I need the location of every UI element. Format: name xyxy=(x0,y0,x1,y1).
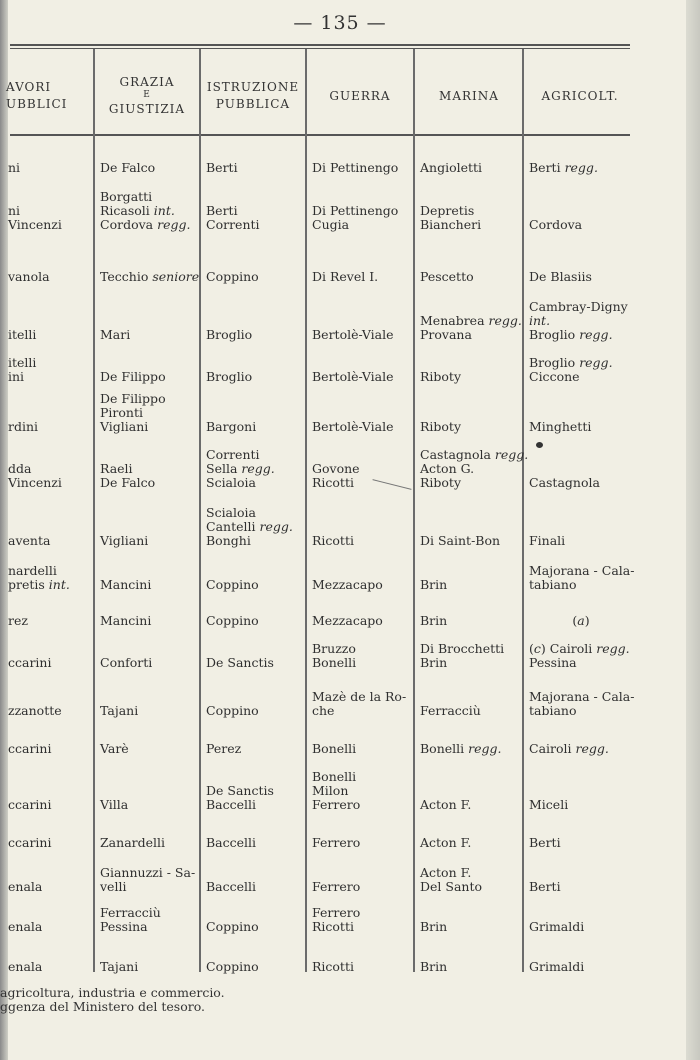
cell-line: itelli xyxy=(8,355,37,370)
cell-line: Coppino xyxy=(206,959,259,974)
cell-line: Bruzzo xyxy=(312,641,356,656)
cell-line: Ricotti xyxy=(312,475,354,490)
cell-line: Ricotti xyxy=(312,959,354,974)
footnote-line: agricoltura, industria e commercio. xyxy=(0,985,225,1000)
cell-line: Ricotti xyxy=(312,919,354,934)
cell-line: Berti xyxy=(529,879,561,894)
cell-istruzione xyxy=(206,656,302,670)
cell-line: Bertolè-Viale xyxy=(312,419,394,434)
cell-line: Finali xyxy=(529,533,566,548)
cell-lavori xyxy=(8,880,90,894)
cell-line: Brin xyxy=(420,655,448,670)
cell-line: Brin xyxy=(420,959,448,974)
cell-line: Tajani xyxy=(100,959,139,974)
cell-line: ini xyxy=(8,369,25,384)
cell-agricolt xyxy=(529,742,633,756)
cell-line: De Blasiis xyxy=(529,269,592,284)
cell-line: Berti regg. xyxy=(529,160,598,175)
cell-line: Di Brocchetti xyxy=(420,641,505,656)
cell-istruzione xyxy=(206,270,302,284)
cell-line: (c) Cairoli regg. xyxy=(529,641,630,656)
cell-line: Broglio regg. xyxy=(529,355,613,370)
cell-line: ni xyxy=(8,203,21,218)
cell-agricolt xyxy=(529,960,633,974)
cell-line: dda xyxy=(8,461,32,476)
cell-line: Acton G. xyxy=(420,461,475,476)
cell-line: Bonelli xyxy=(312,655,357,670)
cell-agricolt xyxy=(529,642,633,670)
cell-guerra xyxy=(312,770,410,812)
cell-line: Bargoni xyxy=(206,419,257,434)
cell-line: Di Saint-Bon xyxy=(420,533,501,548)
footnote-line: ggenza del Ministero del tesoro. xyxy=(0,999,205,1014)
cell-istruzione xyxy=(206,742,302,756)
cell-line: Cugia xyxy=(312,217,350,232)
cell-line: Mancini xyxy=(100,613,152,628)
cell-guerra xyxy=(312,420,410,434)
cell-guerra xyxy=(312,642,410,670)
cell-line: Ciccone xyxy=(529,369,580,384)
cell-line: Broglio xyxy=(206,369,253,384)
cell-line: Bonelli xyxy=(312,769,357,784)
cell-istruzione xyxy=(206,328,302,342)
cell-lavori xyxy=(8,420,90,434)
cell-line: Villa xyxy=(100,797,129,812)
cell-agricolt xyxy=(529,920,633,934)
cell-line: Baccelli xyxy=(206,797,257,812)
cell-line: Coppino xyxy=(206,919,259,934)
cell-line: Raeli xyxy=(100,461,133,476)
cell-grazia xyxy=(100,190,196,232)
cell-line: Acton F. xyxy=(420,865,472,880)
cell-line: tabiano xyxy=(529,703,577,718)
cell-line: Ferrero xyxy=(312,835,361,850)
column-header-istruzione xyxy=(202,64,304,128)
cell-grazia xyxy=(100,656,196,670)
cell-istruzione xyxy=(206,448,302,490)
cell-agricolt xyxy=(529,798,633,812)
cell-line: Giannuzzi - Sa- xyxy=(100,865,196,880)
column-header-line: AGRICOLT. xyxy=(541,88,619,103)
cell-line: Majorana - Cala- xyxy=(529,689,635,704)
cell-line: Mezzacapo xyxy=(312,577,383,592)
cell-marina xyxy=(420,614,520,628)
cell-marina xyxy=(420,534,520,548)
cell-agricolt xyxy=(529,270,633,284)
cell-agricolt xyxy=(529,420,633,434)
cell-lavori xyxy=(8,836,90,850)
cell-line: Castagnola xyxy=(529,475,600,490)
cell-marina xyxy=(420,866,520,894)
cell-grazia xyxy=(100,960,196,974)
cell-line: Riboty xyxy=(420,419,462,434)
cell-line: zzanotte xyxy=(8,703,62,718)
cell-line: Mezzacapo xyxy=(312,613,383,628)
cell-line: Coppino xyxy=(206,577,259,592)
cell-grazia xyxy=(100,798,196,812)
cell-line: nardelli xyxy=(8,563,57,578)
cell-line: Acton F. xyxy=(420,797,472,812)
cell-grazia xyxy=(100,906,196,934)
cell-line: Menabrea regg. xyxy=(420,313,522,328)
cell-line: Correnti xyxy=(206,217,260,232)
cell-line: Del Santo xyxy=(420,879,483,894)
cell-line: Coppino xyxy=(206,703,259,718)
cell-line: Tajani xyxy=(100,703,139,718)
cell-guerra xyxy=(312,578,410,592)
cell-line: Pessina xyxy=(529,655,577,670)
cell-line: itelli xyxy=(8,327,37,342)
cell-line: Acton F. xyxy=(420,835,472,850)
cell-line: Coppino xyxy=(206,269,259,284)
cell-line: Di Pettinengo xyxy=(312,160,399,175)
cell-marina xyxy=(420,204,520,232)
cell-agricolt xyxy=(529,356,633,384)
column-header-agricolt xyxy=(525,64,635,128)
cell-line: Bonelli regg. xyxy=(420,741,502,756)
cell-line: Mancini xyxy=(100,577,152,592)
cell-istruzione xyxy=(206,204,302,232)
column-header-grazia xyxy=(96,64,198,128)
cell-line: Ricasoli int. xyxy=(100,203,175,218)
cell-marina xyxy=(420,642,520,670)
cell-line: Brin xyxy=(420,919,448,934)
column-divider xyxy=(93,49,95,972)
cell-line: Vincenzi xyxy=(8,475,62,490)
cell-line: De Sanctis xyxy=(206,655,274,670)
cell-line: ccarini xyxy=(8,741,52,756)
cell-line: ccarini xyxy=(8,797,52,812)
cell-line: Berti xyxy=(206,203,238,218)
cell-grazia xyxy=(100,269,200,284)
cell-marina xyxy=(420,798,520,812)
cell-line: rez xyxy=(8,613,28,628)
cell-agricolt xyxy=(529,880,633,894)
cell-line: Conforti xyxy=(100,655,153,670)
cell-line: Minghetti xyxy=(529,419,592,434)
cell-lavori xyxy=(8,704,90,718)
cell-line: Baccelli xyxy=(206,835,257,850)
cell-line: Grimaldi xyxy=(529,959,585,974)
cell-line: Provana xyxy=(420,327,472,342)
cell-grazia xyxy=(100,534,196,548)
cell-line: ccarini xyxy=(8,835,52,850)
top-double-rule-thin xyxy=(10,48,630,49)
column-header-line: AVORI xyxy=(6,80,52,95)
cell-lavori xyxy=(8,656,90,670)
cell-line: Miceli xyxy=(529,797,569,812)
cell-marina xyxy=(420,704,520,718)
cell-line: enala xyxy=(8,959,43,974)
cell-agricolt xyxy=(529,836,633,850)
column-header-lavori xyxy=(2,64,90,128)
cell-agricolt xyxy=(529,476,633,490)
cell-line: Bertolè-Viale xyxy=(312,369,394,384)
cell-grazia xyxy=(100,866,196,894)
cell-line: Varè xyxy=(100,741,129,756)
column-header-line: GUERRA xyxy=(329,88,391,103)
cell-line: Majorana - Cala- xyxy=(529,563,635,578)
cell-istruzione xyxy=(206,420,302,434)
footnotes xyxy=(0,986,225,1014)
cell-lavori xyxy=(8,462,90,490)
cell-line: Cantelli regg. xyxy=(206,519,293,534)
cell-istruzione xyxy=(206,704,302,718)
cell-marina xyxy=(420,920,520,934)
cell-line: Cordova regg. xyxy=(100,217,191,232)
cell-guerra xyxy=(312,742,410,756)
cell-line: Scialoia xyxy=(206,475,256,490)
cell-grazia xyxy=(100,742,196,756)
cell-marina xyxy=(420,960,520,974)
cell-line: Sella regg. xyxy=(206,461,275,476)
cell-istruzione xyxy=(206,836,302,850)
cell-guerra xyxy=(312,836,410,850)
cell-guerra xyxy=(312,270,410,284)
cell-guerra xyxy=(312,204,410,232)
cell-lavori xyxy=(8,742,90,756)
cell-line: Correnti xyxy=(206,447,260,462)
cell-istruzione xyxy=(206,784,302,812)
cell-line: Vigliani xyxy=(100,533,149,548)
cell-line: ccarini xyxy=(8,655,52,670)
cell-line: Ferrero xyxy=(312,905,361,920)
column-divider xyxy=(522,49,524,972)
cell-line: Pescetto xyxy=(420,269,474,284)
cell-grazia xyxy=(100,370,196,384)
cell-grazia xyxy=(100,328,196,342)
cell-line: vanola xyxy=(8,269,50,284)
page-edge xyxy=(686,0,700,1060)
cell-line: Di Pettinengo xyxy=(312,203,399,218)
header-rule xyxy=(10,134,630,136)
cell-line: De Filippo xyxy=(100,369,166,384)
column-header-line: ISTRUZIONE xyxy=(206,80,300,95)
cell-line: int. xyxy=(529,313,551,328)
ink-blot xyxy=(536,442,543,448)
cell-line: Baccelli xyxy=(206,879,257,894)
cell-guerra xyxy=(312,690,410,718)
cell-line: Perez xyxy=(206,741,242,756)
cell-istruzione xyxy=(206,960,302,974)
cell-marina xyxy=(420,314,520,342)
cell-lavori xyxy=(8,564,90,592)
cell-agricolt xyxy=(529,534,633,548)
cell-line: Bonelli xyxy=(312,741,357,756)
column-header-line: PUBBLICA xyxy=(215,97,291,111)
cell-agricolt xyxy=(529,300,633,342)
cell-line: Scialoia xyxy=(206,505,256,520)
cell-istruzione xyxy=(206,506,302,548)
cell-istruzione xyxy=(206,920,302,934)
cell-line: Berti xyxy=(206,160,238,175)
column-header-line: E xyxy=(143,90,151,101)
cell-line: Tecchio seniore xyxy=(100,269,200,284)
cell-guerra xyxy=(312,906,410,934)
cell-istruzione xyxy=(206,370,302,384)
cell-lavori xyxy=(8,270,90,284)
cell-grazia xyxy=(100,836,196,850)
cell-agricolt xyxy=(529,564,633,592)
cell-lavori xyxy=(8,161,90,175)
cell-line: (a) xyxy=(572,613,590,628)
cell-line: Angioletti xyxy=(420,160,483,175)
cell-lavori xyxy=(8,356,90,384)
cell-line: ni xyxy=(8,160,21,175)
cell-guerra xyxy=(312,328,410,342)
cell-line: Ferrero xyxy=(312,879,361,894)
cell-line: Coppino xyxy=(206,613,259,628)
cell-line: Milon xyxy=(312,783,349,798)
column-divider xyxy=(199,49,201,972)
column-header-line: UBBLICI xyxy=(6,97,68,111)
cell-marina xyxy=(420,836,520,850)
cell-agricolt xyxy=(529,218,633,232)
cell-guerra xyxy=(312,960,410,974)
cell-line: Vigliani xyxy=(100,419,149,434)
cell-line: Castagnola regg. xyxy=(420,447,529,462)
cell-istruzione xyxy=(206,578,302,592)
cell-line: enala xyxy=(8,879,43,894)
cell-line: Pironti xyxy=(100,405,143,420)
cell-line: Berti xyxy=(529,835,561,850)
column-header-guerra xyxy=(308,64,412,128)
cell-guerra xyxy=(312,370,410,384)
cell-marina xyxy=(420,578,520,592)
cell-line: De Filippo xyxy=(100,391,166,406)
cell-guerra xyxy=(312,534,410,548)
cell-line: Bonghi xyxy=(206,533,251,548)
cell-istruzione xyxy=(206,880,302,894)
cell-line: Ferrero xyxy=(312,797,361,812)
cell-line: Govone xyxy=(312,461,360,476)
cell-line: Ricotti xyxy=(312,533,354,548)
cell-line: aventa xyxy=(8,533,51,548)
column-header-marina xyxy=(416,64,522,128)
cell-line: Broglio xyxy=(206,327,253,342)
cell-line: De Falco xyxy=(100,160,156,175)
cell-marina xyxy=(420,161,520,175)
cell-lavori xyxy=(8,328,90,342)
cell-marina xyxy=(420,270,520,284)
cell-line: Riboty xyxy=(420,369,462,384)
cell-line: Broglio regg. xyxy=(529,327,613,342)
cell-line: De Sanctis xyxy=(206,783,274,798)
cell-line: Cambray-Digny xyxy=(529,299,628,314)
cell-guerra xyxy=(312,880,410,894)
cell-line: Vincenzi xyxy=(8,217,62,232)
cell-guerra xyxy=(312,614,410,628)
cell-line: Ferracciù xyxy=(420,703,481,718)
cell-line: che xyxy=(312,703,335,718)
cell-line: Biancheri xyxy=(420,217,482,232)
cell-line: velli xyxy=(100,879,127,894)
cell-line: Brin xyxy=(420,613,448,628)
cell-lavori xyxy=(8,798,90,812)
cell-agricolt xyxy=(529,614,633,628)
cell-line: pretis int. xyxy=(8,577,70,592)
column-header-line: GIUSTIZIA xyxy=(108,101,186,116)
cell-line: De Falco xyxy=(100,475,156,490)
cell-marina xyxy=(420,370,520,384)
cell-marina xyxy=(420,447,529,490)
cell-lavori xyxy=(8,204,90,232)
cell-line: tabiano xyxy=(529,577,577,592)
cell-lavori xyxy=(8,534,90,548)
cell-line: Mazè de la Ro- xyxy=(312,689,407,704)
cell-marina xyxy=(420,742,520,756)
cell-grazia xyxy=(100,462,196,490)
cell-grazia xyxy=(100,578,196,592)
cell-line: Zanardelli xyxy=(100,835,166,850)
cell-lavori xyxy=(8,960,90,974)
cell-istruzione xyxy=(206,161,302,175)
cell-grazia xyxy=(100,614,196,628)
cell-line: Ferracciù xyxy=(100,905,161,920)
cell-line: Cordova xyxy=(529,217,583,232)
cell-line: Di Revel I. xyxy=(312,269,379,284)
cell-agricolt xyxy=(529,161,633,175)
cell-line: Riboty xyxy=(420,475,462,490)
cell-line: Pessina xyxy=(100,919,148,934)
column-divider xyxy=(305,49,307,972)
cell-line: Depretis xyxy=(420,203,475,218)
cell-grazia xyxy=(100,392,196,434)
column-header-line: MARINA xyxy=(439,88,499,103)
cell-istruzione xyxy=(206,614,302,628)
cell-grazia xyxy=(100,161,196,175)
book-binding-edge xyxy=(0,0,8,1060)
cell-guerra xyxy=(312,161,410,175)
cell-line: Borgatti xyxy=(100,189,153,204)
cell-line: rdini xyxy=(8,419,39,434)
cell-line: Cairoli regg. xyxy=(529,741,609,756)
cell-line: Brin xyxy=(420,577,448,592)
top-double-rule xyxy=(10,44,630,46)
cell-grazia xyxy=(100,704,196,718)
column-divider xyxy=(413,49,415,972)
cell-lavori xyxy=(8,920,90,934)
page-number: — 135 — xyxy=(293,12,387,34)
cell-line: enala xyxy=(8,919,43,934)
cell-lavori xyxy=(8,614,90,628)
cell-agricolt xyxy=(529,690,633,718)
cell-line: Mari xyxy=(100,327,131,342)
cell-marina xyxy=(420,420,520,434)
cell-line: Bertolè-Viale xyxy=(312,327,394,342)
cell-line: Grimaldi xyxy=(529,919,585,934)
column-header-line: GRAZIA xyxy=(119,75,175,90)
